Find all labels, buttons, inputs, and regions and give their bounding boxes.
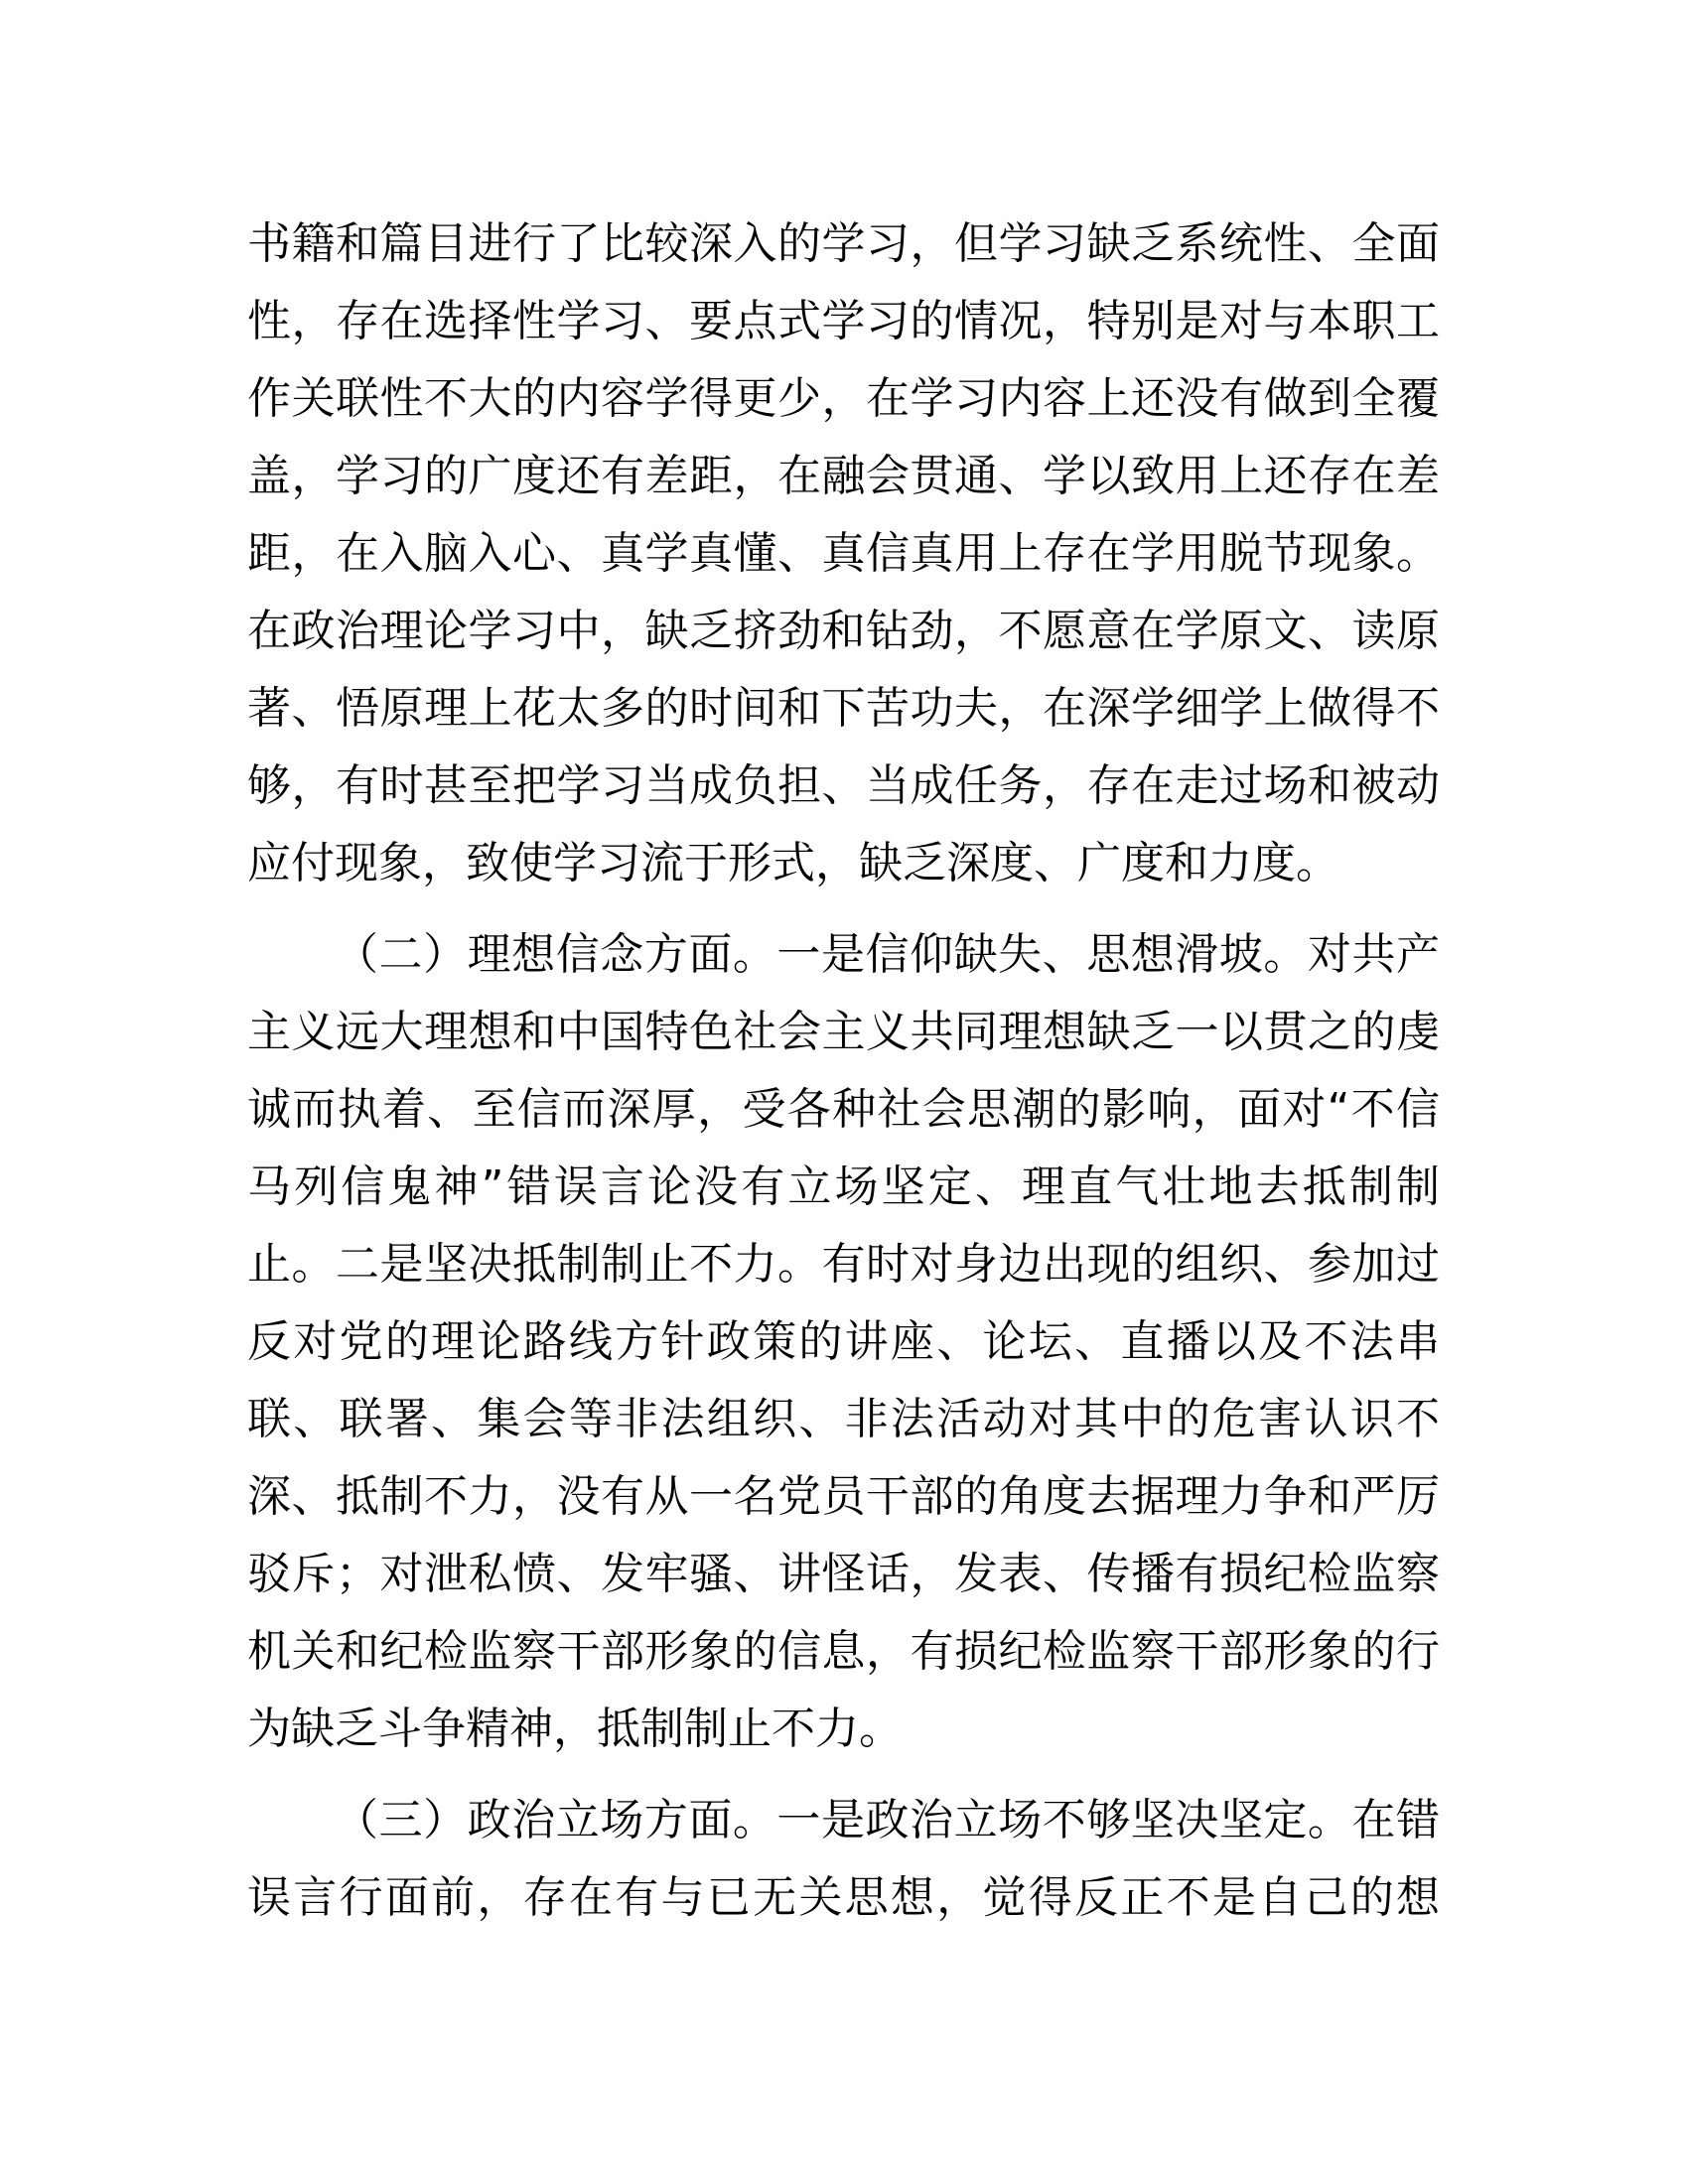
text-line: 联、联署、集会等非法组织、非法活动对其中的危害认识不 bbox=[247, 1394, 1440, 1444]
text-line: 反对党的理论路线方针政策的讲座、论坛、直播以及不法串 bbox=[247, 1316, 1440, 1367]
text-line: 止。二是坚决抵制制止不力。有时对身边出现的组织、参加过 bbox=[247, 1239, 1440, 1290]
text-line: 在政治理论学习中，缺乏挤劲和钻劲，不愿意在学原文、读原 bbox=[247, 606, 1440, 656]
text-line: 距，在入脑入心、真学真懂、真信真用上存在学用脱节现象。 bbox=[247, 528, 1440, 579]
text-line: 书籍和篇目进行了比较深入的学习，但学习缺乏系统性、全面 bbox=[247, 218, 1440, 269]
text-line: 著、悟原理上花太多的时间和下苦功夫，在深学细学上做得不 bbox=[247, 683, 1440, 734]
text-line: 诚而执着、至信而深厚，受各种社会思潮的影响，面对“不信 bbox=[247, 1084, 1440, 1135]
text-line: 应付现象，致使学习流于形式，缺乏深度、广度和力度。 bbox=[247, 838, 1339, 888]
text-line: 机关和纪检监察干部形象的信息，有损纪检监察干部形象的行 bbox=[247, 1626, 1440, 1677]
section-heading-line: （三）政治立场方面。一是政治立场不够坚决坚定。在错 bbox=[335, 1795, 1440, 1845]
text-line: 误言行面前，存在有与已无关思想，觉得反正不是自己的想 bbox=[247, 1872, 1440, 1923]
text-line: 够，有时甚至把学习当成负担、当成任务，存在走过场和被动 bbox=[247, 760, 1440, 811]
text-line: 性，存在选择性学习、要点式学习的情况，特别是对与本职工 bbox=[247, 296, 1440, 346]
text-line: 马列信鬼神”错误言论没有立场坚定、理直气壮地去抵制制 bbox=[247, 1161, 1440, 1212]
text-line: 驳斥；对泄私愤、发牢骚、讲怪话，发表、传播有损纪检监察 bbox=[247, 1549, 1440, 1599]
paragraph-political-stance bbox=[247, 1782, 1440, 1937]
paragraph-study-continuation bbox=[247, 205, 1440, 902]
text-line: 盖，学习的广度还有差距，在融会贯通、学以致用上还存在差 bbox=[247, 451, 1440, 501]
section-heading-line: （二）理想信念方面。一是信仰缺失、思想滑坡。对共产 bbox=[335, 929, 1440, 980]
paragraph-ideals-beliefs bbox=[247, 916, 1440, 1768]
text-line: 深、抵制不力，没有从一名党员干部的角度去据理力争和严厉 bbox=[247, 1471, 1440, 1522]
text-line: 作关联性不大的内容学得更少，在学习内容上还没有做到全覆 bbox=[247, 373, 1440, 424]
text-line: 为缺乏斗争精神，抵制制止不力。 bbox=[247, 1704, 903, 1754]
text-line: 主义远大理想和中国特色社会主义共同理想缺乏一以贯之的虔 bbox=[247, 1007, 1440, 1057]
